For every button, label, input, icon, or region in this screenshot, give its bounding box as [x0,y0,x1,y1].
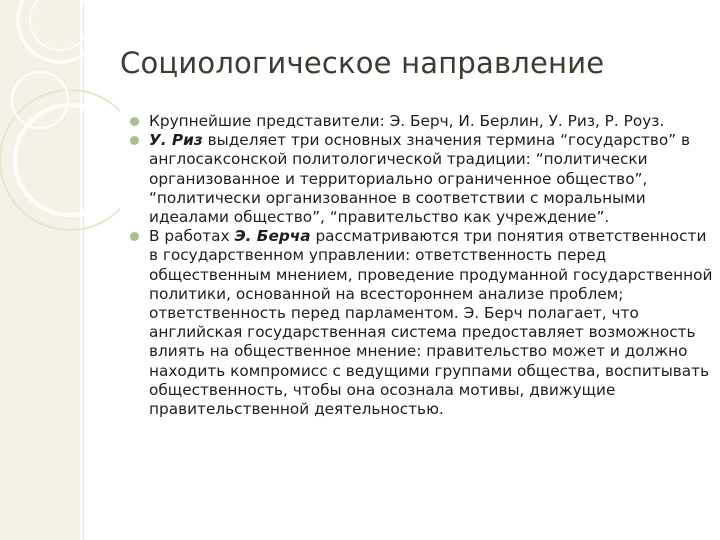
bullet-lead-text: В работах [149,227,235,246]
bullet-item [128,112,713,131]
slide-body [128,112,713,419]
bullet-dot-icon [130,232,139,241]
bullet-text: Крупнейшие представители: Э. Берч, И. Берлин, У. Риз, Р. Роуз. [149,112,665,130]
bullet-item [128,131,713,227]
bullet-text: рассматриваются три понятия ответственности в государственном управлении: ответственность перед общественным мнением, проведение продуманной государственной политики, основанной на всестороннем анализе проблем; ответственность перед парламентом. Э. Берч полагает, что английская государственная система предоставляет возможность влиять на общественное мнение: правительство может и должно находить компромисс с ведущими группами общества, воспитывать общественность, чтобы она осознала мотивы, движущие правительственной деятельностью. [149,227,713,419]
bullet-emphasis-author: Э. Берча [234,227,311,246]
slide-title: Социологическое направление [120,46,605,80]
bullet-dot-icon [130,117,139,126]
bullet-emphasis-author: У. Риз [149,131,203,150]
bullet-item [128,227,713,419]
decorative-circles-graphic [0,0,120,260]
bullet-dot-icon [130,136,139,145]
bullet-text: выделяет три основных значения термина “государство” в англосаксонской политологической традиции: “политически организованное и территориально ограниченное общество”, “политически организованное в соответствии с моральными идеалами общество”, “правительство как учреждение”. [149,131,691,227]
